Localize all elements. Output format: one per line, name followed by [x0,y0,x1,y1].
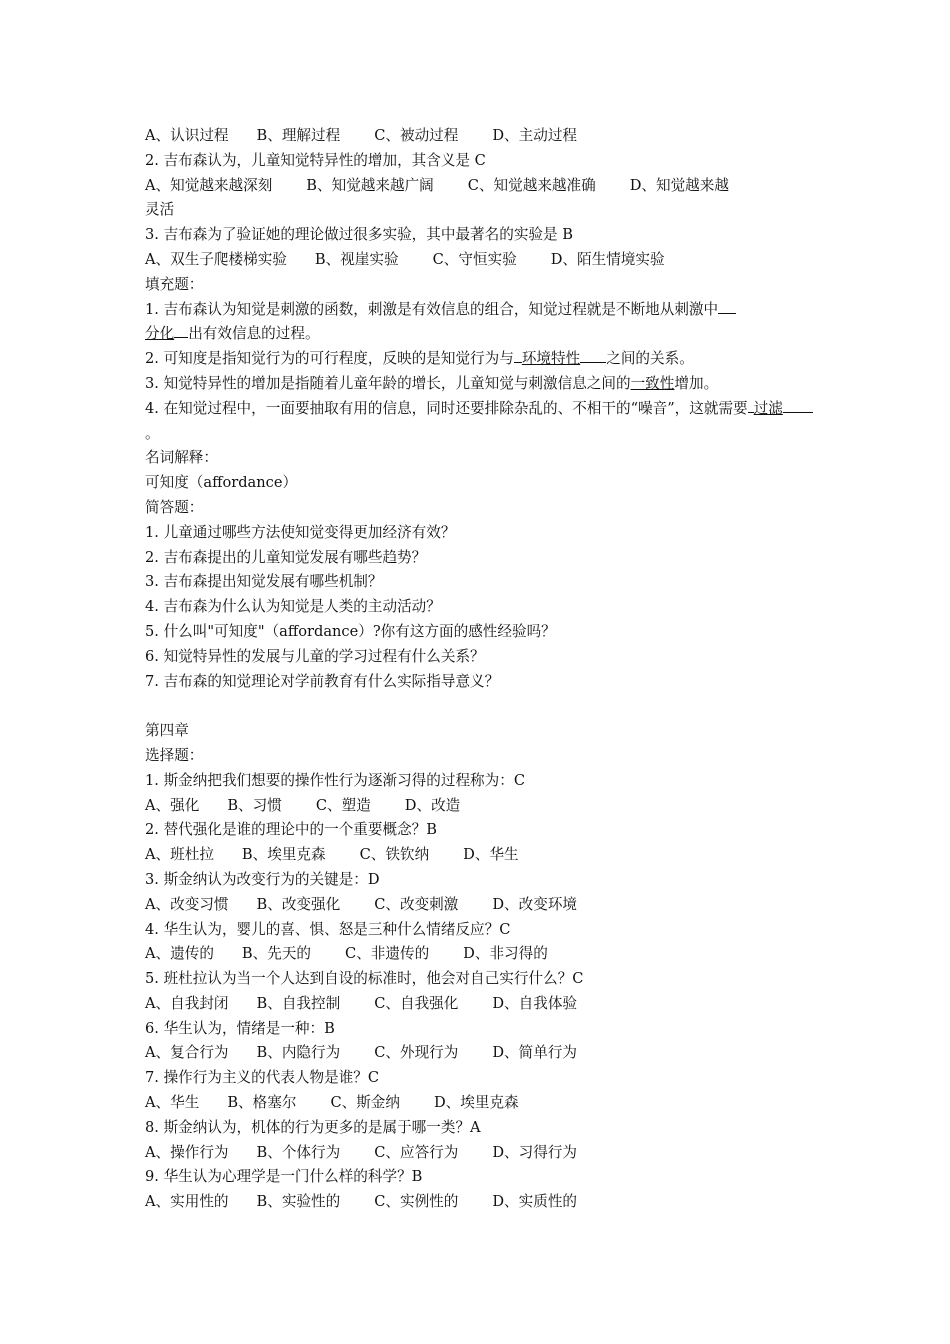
option-b: B、实验性的 [256,1193,341,1211]
answer-blank: 一致性 [630,374,675,392]
option-c: C、斯金纳 [330,1094,400,1112]
option-c: C、非遗传的 [345,945,430,963]
option-a: A、操作行为 [145,1143,229,1161]
option-c: C、被动过程 [374,127,459,144]
option-b: B、知觉越来越广阔 [306,176,434,194]
short-question: 4. 吉布森为什么认为知觉是人类的主动活动？ [145,598,441,616]
option-b: B、内隐行为 [256,1044,341,1062]
options-line [145,942,813,967]
blank-trail [174,337,188,338]
option-d-continuation: 灵活 [145,201,175,219]
short-question: 3. 吉布森提出知觉发展有哪些机制？ [145,573,383,591]
section-heading-choice: 选择题： [145,746,204,764]
option-c: C、守恒实验 [432,250,517,268]
option-b: B、视崖实验 [314,250,399,268]
q2-options-line [145,174,813,199]
question-text: 3. 吉布森为了验证她的理论做过很多实验，其中最著名的实验是 B [145,226,573,244]
option-a: A、复合行为 [145,1044,229,1062]
section-heading-term: 名词解释： [145,449,218,467]
option-b: B、理解过程 [256,127,341,144]
option-b: B、个体行为 [256,1143,341,1161]
question-text: 2. 吉布森认为，儿童知觉特异性的增加，其含义是 C [145,151,486,169]
option-c: C、铁钦纳 [359,846,430,864]
option-d: D、改变环境 [492,895,578,913]
options-line [145,1190,813,1215]
option-a: A、双生子爬楼梯实验 [145,250,287,268]
option-c: C、外现行为 [374,1044,459,1062]
question-text: 9. 华生认为心理学是一门什么样的科学？B [145,1168,423,1186]
option-b: B、改变强化 [256,895,341,913]
options-line [145,893,813,918]
option-c: C、塑造 [315,796,371,814]
option-b: B、习惯 [227,796,282,814]
option-a: A、华生 [145,1094,200,1112]
option-a: A、实用性的 [145,1193,229,1211]
options-line [145,992,813,1017]
option-a: A、遗传的 [145,945,214,963]
options-line [145,1141,813,1166]
option-b: B、先天的 [241,945,312,963]
option-c: C、知觉越来越准确 [467,176,596,194]
option-b: B、埃里克森 [241,846,326,864]
q1-options-line [145,124,813,149]
option-a: A、改变习惯 [145,895,229,913]
question-text: 4. 华生认为，婴儿的喜、惧、怒是三种什么情绪反应？C [145,920,511,938]
q3-options-line [145,248,813,273]
options-line [145,794,813,819]
option-d: D、华生 [463,846,519,864]
blank-lead [718,313,736,314]
option-b: B、自我控制 [256,994,341,1012]
option-d: D、简单行为 [492,1044,578,1062]
chapter4-question-list [145,769,813,1215]
option-a: A、自我封闭 [145,994,229,1012]
short-question: 2. 吉布森提出的儿童知觉发展有哪些趋势？ [145,548,427,566]
short-question: 6. 知觉特异性的发展与儿童的学习过程有什么关系？ [145,647,485,665]
option-c: C、自我强化 [374,994,459,1012]
term-item: 可知度（affordance） [145,474,298,492]
question-text: 7. 操作行为主义的代表人物是谁？C [145,1069,380,1087]
short-question: 7. 吉布森的知觉理论对学前教育有什么实际指导意义？ [145,672,500,690]
question-text: 3. 斯金纳认为改变行为的关键是：D [145,870,380,888]
question-text: 8. 斯金纳认为，机体的行为更多的是属于哪一类？A [145,1118,481,1136]
option-a: A、强化 [145,796,200,814]
option-a: A、班杜拉 [145,846,214,864]
options-line [145,843,813,868]
option-d: D、习得行为 [492,1143,578,1161]
short-question: 1. 儿童通过哪些方法使知觉变得更加经济有效？ [145,523,456,541]
option-d: D、改造 [404,796,461,814]
fill-item-4: 4. 在知觉过程中，一面要抽取有用的信息，同时还要排除杂乱的、不相干的“噪音”，这就需要 过滤。 [145,397,813,447]
question-text: 2. 替代强化是谁的理论中的一个重要概念？B [145,821,437,839]
option-d: D、主动过程 [492,127,578,144]
option-d: D、非习得的 [463,945,548,963]
answer-blank: 分化 [145,325,175,343]
section-heading-short: 简答题： [145,498,204,516]
option-a: A、知觉越来越深刻 [145,176,273,194]
document-page [145,124,813,1215]
chapter-title: 第四章 [145,722,189,740]
option-d: D、陌生情境实验 [550,250,665,268]
answer-blank: 环境特性 [521,350,581,368]
option-c: C、实例性的 [374,1193,459,1211]
short-question: 5. 什么叫"可知度"（affordance）?你有这方面的感性经验吗？ [145,622,556,640]
question-text: 6. 华生认为，情绪是一种：B [145,1019,335,1037]
fill-item-2: 2. 可知度是指知觉行为的可行程度，反映的是知觉行为与 环境特性 之间的关系。 [145,350,694,368]
option-d: D、自我体验 [492,994,578,1012]
fill-item-3: 3. 知觉特异性的增加是指随着儿童年龄的增长，儿童知觉与刺激信息之间的一致性增加。 [145,374,719,392]
fill-item-1: 1. 吉布森认为知觉是刺激的函数，刺激是有效信息的组合，知觉过程就是不断地从刺激中 分化 出有效信息的过程。 [145,298,813,348]
option-d: D、知觉越来越 [629,176,729,194]
option-c: C、改变刺激 [374,895,459,913]
question-text: 5. 班杜拉认为当一个人达到自设的标准时，他会对自己实行什么？C [145,970,584,988]
option-b: B、格塞尔 [227,1094,297,1112]
blank-line [145,694,813,719]
answer-blank: 过滤 [753,399,783,417]
option-a: A、认识过程 [145,127,229,144]
options-line [145,1041,813,1066]
option-c: C、应答行为 [374,1143,459,1161]
question-text: 1. 斯金纳把我们想要的操作性行为逐渐习得的过程称为：C [145,771,525,789]
options-line [145,1091,813,1116]
section-heading-fill: 填充题： [145,275,204,293]
option-d: D、埃里克森 [433,1094,519,1112]
option-d: D、实质性的 [492,1193,578,1211]
